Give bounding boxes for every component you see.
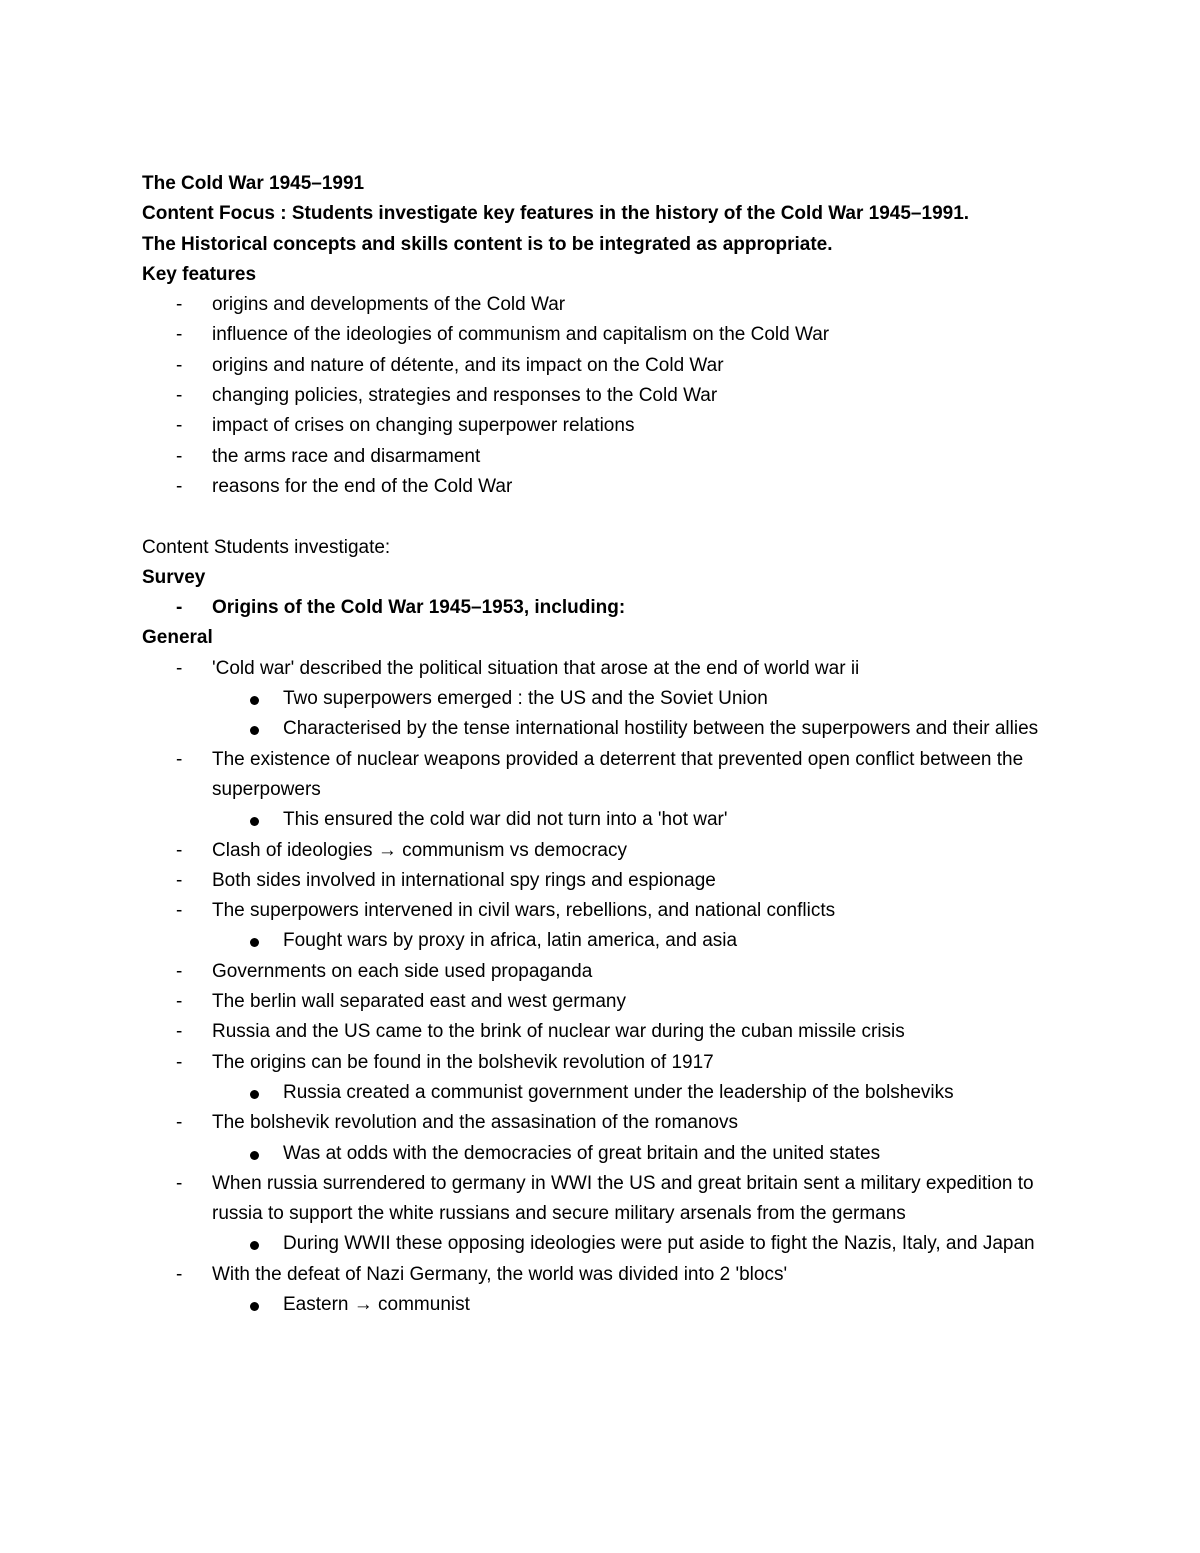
- dash-bullet-icon: -: [176, 445, 183, 467]
- dash-bullet-icon: -: [176, 294, 183, 316]
- list-item: - reasons for the end of the Cold War: [142, 472, 1082, 502]
- document-title: The Cold War 1945–1991: [142, 173, 365, 194]
- dash-bullet-icon: -: [176, 1172, 183, 1194]
- dash-bullet-icon: -: [176, 385, 183, 407]
- bullet-dot-icon: [250, 938, 259, 947]
- sub-list-item: Russia created a communist government under the leadership of the bolsheviks: [142, 1078, 1082, 1108]
- dash-bullet-icon: -: [176, 960, 183, 982]
- list-item: - When russia surrendered to germany in WWI the US and great britain sent a military expedition to russia to support the white russians and secure military arsenals from the germans: [142, 1169, 1082, 1230]
- dash-bullet-icon: -: [176, 748, 183, 770]
- list-item: - The origins can be found in the bolshevik revolution of 1917: [142, 1048, 1082, 1078]
- general-heading: General: [142, 627, 213, 649]
- survey-heading: Survey: [142, 566, 206, 588]
- dash-bullet-icon: -: [176, 475, 183, 497]
- sub-list-item: Was at odds with the democracies of great britain and the united states: [142, 1139, 1082, 1169]
- dash-bullet-icon: -: [176, 354, 183, 376]
- dash-bullet-icon: -: [176, 839, 183, 861]
- dash-bullet-icon: -: [176, 1051, 183, 1073]
- bullet-dot-icon: [250, 817, 259, 826]
- dash-bullet-icon: -: [176, 869, 183, 891]
- survey-item: - Origins of the Cold War 1945–1953, including:: [142, 593, 1082, 623]
- content-intro: Content Students investigate:: [142, 536, 391, 558]
- bullet-dot-icon: [250, 1241, 259, 1250]
- bullet-dot-icon: [250, 696, 259, 705]
- sub-list-item: This ensured the cold war did not turn into a 'hot war': [142, 805, 1082, 835]
- general-list: [142, 654, 1082, 1321]
- bullet-dot-icon: [250, 1151, 259, 1160]
- bullet-dot-icon: [250, 1302, 259, 1311]
- list-item: - Clash of ideologies → communism vs democracy: [142, 836, 1082, 866]
- dash-bullet-icon: -: [176, 597, 183, 619]
- sub-list-item: Eastern → communist: [142, 1290, 1082, 1320]
- sub-list-item: Two superpowers emerged : the US and the Soviet Union: [142, 684, 1082, 714]
- dash-bullet-icon: -: [176, 1112, 183, 1134]
- sub-list-item: Fought wars by proxy in africa, latin america, and asia: [142, 926, 1082, 956]
- key-features-heading: Key features: [142, 263, 257, 285]
- bullet-dot-icon: [250, 1090, 259, 1099]
- dash-bullet-icon: -: [176, 657, 183, 679]
- dash-bullet-icon: -: [176, 415, 183, 437]
- list-item: - Russia and the US came to the brink of nuclear war during the cuban missile crisis: [142, 1017, 1082, 1047]
- spacer: [142, 502, 1082, 532]
- list-item: - Both sides involved in international spy rings and espionage: [142, 866, 1082, 896]
- list-item: - origins and developments of the Cold War: [142, 290, 1082, 320]
- list-item: - the arms race and disarmament: [142, 442, 1082, 472]
- dash-bullet-icon: -: [176, 324, 183, 346]
- list-item: - With the defeat of Nazi Germany, the world was divided into 2 'blocs': [142, 1260, 1082, 1290]
- sub-list-item: During WWII these opposing ideologies were put aside to fight the Nazis, Italy, and Japan: [142, 1229, 1082, 1259]
- dash-bullet-icon: -: [176, 1021, 183, 1043]
- bullet-dot-icon: [250, 726, 259, 735]
- list-item: - origins and nature of détente, and its impact on the Cold War: [142, 351, 1082, 381]
- list-item: - The existence of nuclear weapons provided a deterrent that prevented open conflict between the superpowers: [142, 745, 1082, 806]
- list-item: - The berlin wall separated east and west germany: [142, 987, 1082, 1017]
- list-item: - changing policies, strategies and responses to the Cold War: [142, 381, 1082, 411]
- list-item: - Governments on each side used propaganda: [142, 957, 1082, 987]
- list-item: - The superpowers intervened in civil wars, rebellions, and national conflicts: [142, 896, 1082, 926]
- document-page: [142, 169, 1082, 1320]
- sub-list-item: Characterised by the tense international hostility between the superpowers and their allies: [142, 714, 1082, 744]
- list-item: - 'Cold war' described the political situation that arose at the end of world war ii: [142, 654, 1082, 684]
- content-focus: Content Focus : Students investigate key features in the history of the Cold War 1945–1991.: [142, 203, 970, 225]
- dash-bullet-icon: -: [176, 900, 183, 922]
- key-features-list: [142, 290, 1082, 502]
- dash-bullet-icon: -: [176, 991, 183, 1013]
- dash-bullet-icon: -: [176, 1263, 183, 1285]
- list-item: - The bolshevik revolution and the assasination of the romanovs: [142, 1108, 1082, 1138]
- integration-note: The Historical concepts and skills content is to be integrated as appropriate.: [142, 233, 833, 255]
- list-item: - impact of crises on changing superpower relations: [142, 411, 1082, 441]
- list-item: - influence of the ideologies of communism and capitalism on the Cold War: [142, 320, 1082, 350]
